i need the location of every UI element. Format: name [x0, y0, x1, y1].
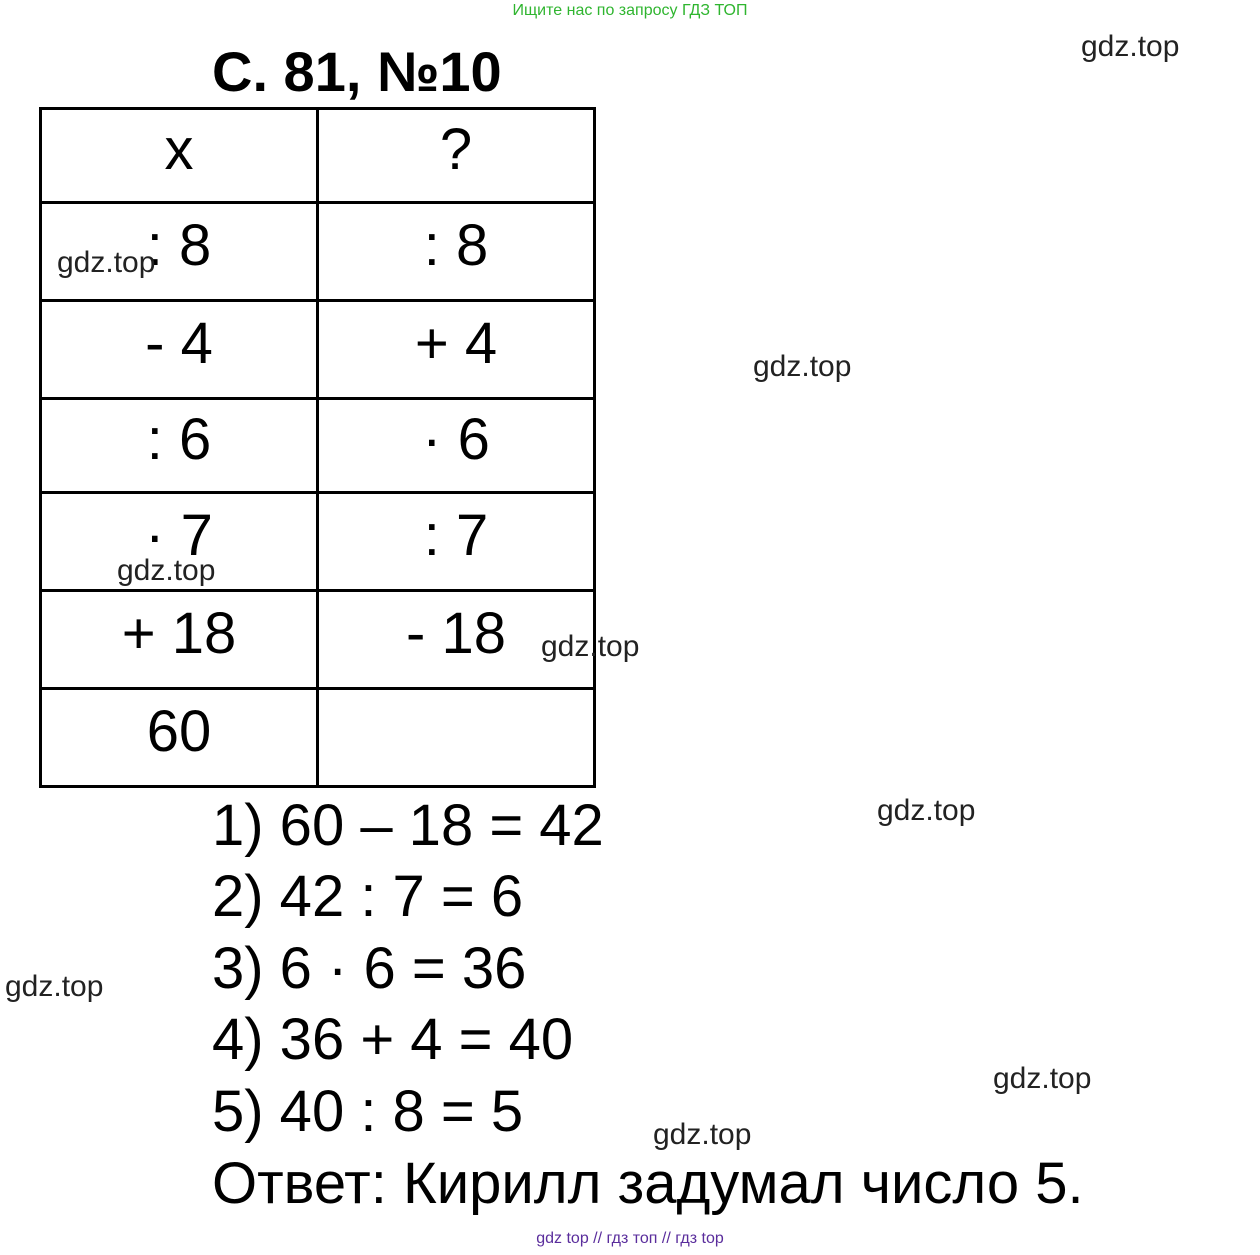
solution-step-4: 4) 36 + 4 = 40: [212, 1007, 574, 1072]
footer-links: [0, 1230, 1260, 1248]
solution-step-5: 5) 40 : 8 = 5: [212, 1079, 524, 1144]
top-banner: Ищите нас по запросу ГДЗ ТОП: [512, 2, 748, 19]
footer-link-gdz-top-mixed[interactable]: гдз top: [675, 1230, 724, 1247]
page-title: С. 81, №10: [212, 40, 502, 103]
watermark: gdz.top: [5, 970, 104, 1003]
table-cell: : 6: [41, 399, 318, 493]
footer-link-gdz-top-ru[interactable]: гдз топ: [606, 1230, 658, 1247]
table-row: [41, 591, 595, 689]
watermark: gdz.top: [1081, 30, 1180, 63]
operations-table: [39, 107, 596, 788]
watermark: gdz.top: [753, 350, 852, 383]
watermark: gdz.top: [57, 246, 156, 279]
header-cell-unknown: ?: [318, 109, 595, 203]
table-row: [41, 689, 595, 787]
solution-step-2: 2) 42 : 7 = 6: [212, 864, 524, 929]
watermark: gdz.top: [653, 1118, 752, 1151]
table-cell: + 4: [318, 301, 595, 399]
table-cell: + 18: [41, 591, 318, 689]
watermark: gdz.top: [541, 630, 640, 663]
table-cell: : 8: [41, 203, 318, 301]
answer-text: Ответ: Кирилл задумал число 5.: [212, 1151, 1084, 1216]
table-cell: : 7: [318, 493, 595, 591]
table-cell: · 7: [41, 493, 318, 591]
footer-link-gdz-top[interactable]: gdz top: [536, 1230, 589, 1247]
table-cell: · 6: [318, 399, 595, 493]
table-cell: 60: [41, 689, 318, 787]
footer-separator: //: [593, 1230, 603, 1247]
table-header-row: [41, 109, 595, 203]
watermark: gdz.top: [877, 794, 976, 827]
table-cell: - 4: [41, 301, 318, 399]
watermark: gdz.top: [993, 1062, 1092, 1095]
header-cell-x: x: [41, 109, 318, 203]
table-cell: - 18: [318, 591, 595, 689]
table-cell: : 8: [318, 203, 595, 301]
footer-separator: //: [661, 1230, 671, 1247]
solution-step-3: 3) 6 · 6 = 36: [212, 936, 527, 1001]
watermark: gdz.top: [117, 554, 216, 587]
solution-step-1: 1) 60 – 18 = 42: [212, 793, 604, 858]
table-row: [41, 399, 595, 493]
table-row: [41, 301, 595, 399]
table-cell: [318, 689, 595, 787]
